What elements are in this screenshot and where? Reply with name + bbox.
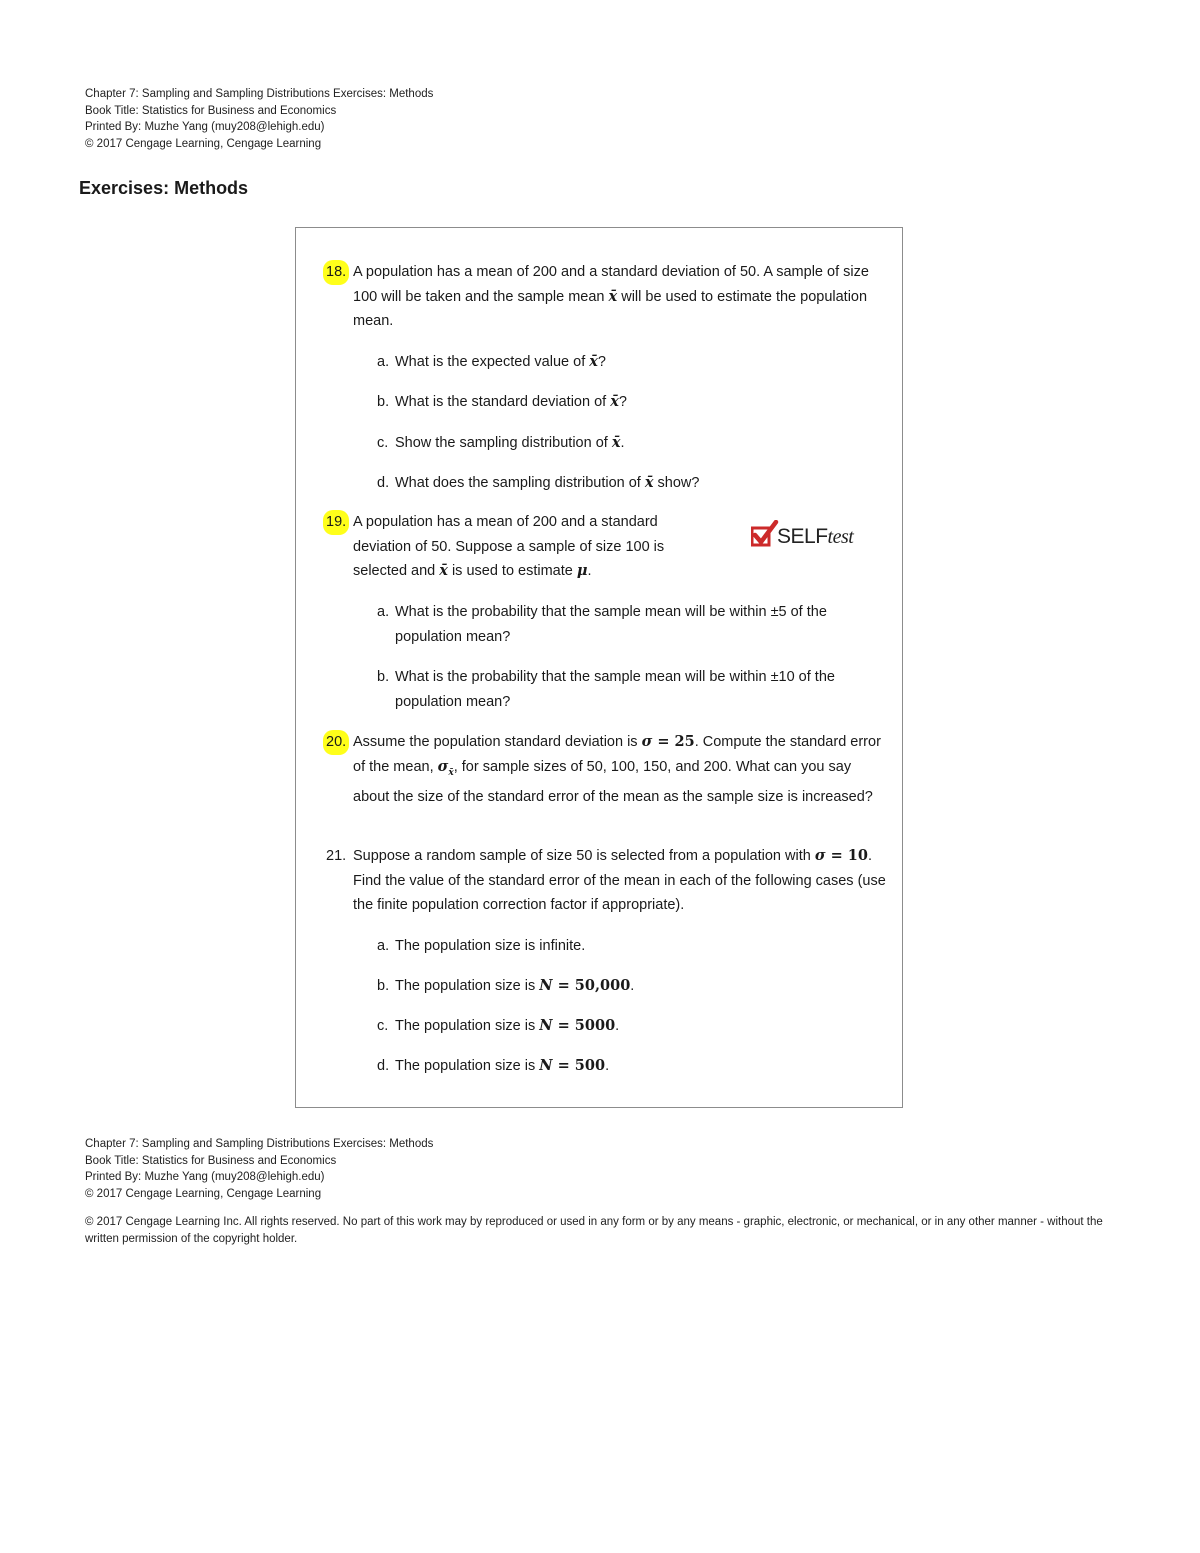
question-number-highlight: 19. [323,510,349,535]
book-title-line: Book Title: Statistics for Business and Economics [85,104,337,117]
x-bar-symbol: x̄ [439,562,448,580]
question-20 [326,730,891,810]
sigma-x-bar-symbol: $\sigma_{x̄}$ [437,757,454,778]
check-icon [751,520,779,550]
section-title: Exercises: Methods [79,178,249,198]
question-text: Assume the population standard deviation is σ = 25. Compute the standard error of the mean, $\sigma_{x̄}$, for sample sizes of 50, 100, 150, and 200. What can you say about the size of the standard error of the mean as the sample size is increased? [353,733,881,806]
question-21c: c. The population size is N = 5000. [377,1017,620,1034]
question-18d: d. What does the sampling distribution of x̄ show? [377,474,700,491]
question-text: A population has a mean of 200 and a standard deviation of 50. A sample of size 100 will be taken and the sample mean x̄ will be used to estimate the population mean. [353,264,869,330]
question-18 [326,260,891,334]
publisher-line: © 2017 Cengage Learning, Cengage Learning [85,1187,322,1200]
question-18b: b. What is the standard deviation of x̄? [377,393,627,410]
print-footer [85,1136,433,1202]
question-19b: b. What is the probability that the sample mean will be within ±10 of the population mean? [377,669,835,710]
question-text: A population has a mean of 200 and a standard deviation of 50. Suppose a sample of size 100 is selected and x̄ is used to estimate μ. [353,514,665,580]
printed-by-line: Printed By: Muzhe Yang (muy208@lehigh.edu) [85,1171,325,1183]
question-number: 21. [326,848,347,864]
question-21b: b. The population size is N = 50,000. [377,977,635,994]
sigma-symbol: σ [641,733,653,750]
question-text: Suppose a random sample of size 50 is selected from a population with σ = 10. Find the value of the standard error of the mean in each of the following cases (use the finite population correction factor if appropriate). [353,847,886,914]
x-bar-symbol: x̄ [610,393,619,410]
mu-symbol: μ [576,562,588,580]
x-bar-symbol: x̄ [644,474,654,491]
print-header [85,86,433,152]
chapter-line: Chapter 7: Sampling and Sampling Distributions Exercises: Methods [85,88,434,100]
self-test-text: SELFtest [777,525,854,548]
question-18a: a. What is the expected value of x̄? [377,353,606,370]
publisher-line: © 2017 Cengage Learning, Cengage Learning [85,137,322,150]
question-19 [326,510,686,584]
question-19a: a. What is the probability that the sample mean will be within ±5 of the population mean? [377,604,827,645]
chapter-line: Chapter 7: Sampling and Sampling Distributions Exercises: Methods [85,1138,434,1150]
question-18c: c. Show the sampling distribution of x̄. [377,434,625,451]
exercise-box [295,227,903,1108]
question-21d: d. The population size is N = 500. [377,1057,610,1074]
x-bar-symbol: x̄ [608,287,618,305]
x-bar-symbol: x̄ [589,353,598,370]
question-number-highlight: 18. [323,260,349,285]
x-bar-symbol: x̄ [611,434,621,451]
question-21a: a. The population size is infinite. [377,938,586,954]
self-test-logo [751,520,854,552]
sigma-symbol: σ [814,847,826,864]
copyright-notice: © 2017 Cengage Learning Inc. All rights reserved. No part of this work may by reproduced or used in any form or by any means - graphic, electronic, or mechanical, or in any other manner - without the written permission of the copyright holder. [85,1216,1103,1245]
question-number-highlight: 20. [323,730,349,755]
book-title-line: Book Title: Statistics for Business and Economics [85,1154,337,1167]
question-21 [326,844,891,918]
printed-by-line: Printed By: Muzhe Yang (muy208@lehigh.edu) [85,121,325,133]
